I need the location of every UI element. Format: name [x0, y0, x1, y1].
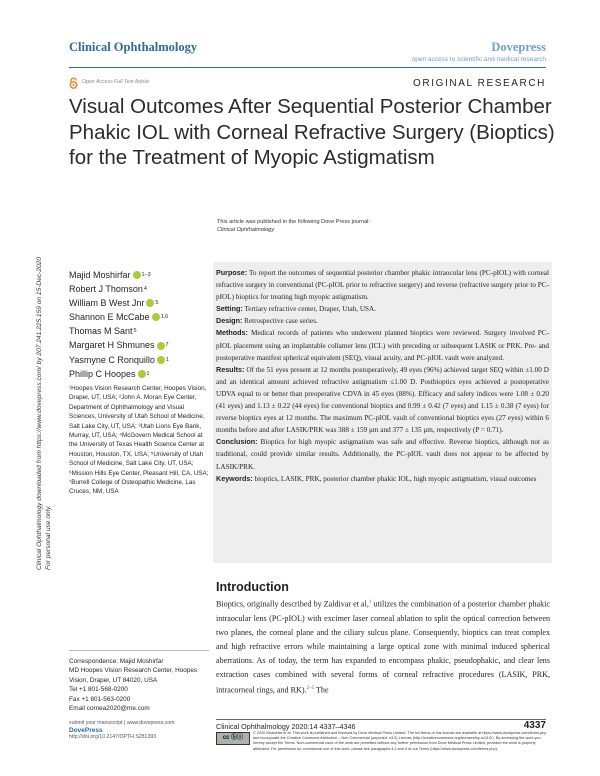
introduction-heading: Introduction: [216, 580, 289, 594]
author-affiliation-ref: 1: [165, 356, 169, 363]
correspondence-fax: Fax +1 801-563-0200: [69, 695, 131, 703]
abstract-purpose: Purpose: To report the outcomes of sequential posterior chamber phakic intraocular lens (PC-pIOL) with corneal refractive surgery in conventional (PC-pIOL prior to refractive surgery) and reverse (refractive surgery prior to PC-pIOL) bioptics for treating high myopic astigmatism.: [216, 268, 549, 302]
journal-citation: Clinical Ophthalmology 2020:14 4337–4346: [216, 722, 356, 731]
download-watermark-line: Clinical Ophthalmology downloaded from https://www.dovepress.com/ by 207.241.225.159 on 15-Dec-2020: [36, 256, 43, 570]
abstract: [216, 267, 549, 485]
correspondence-email[interactable]: Email cornea2020@me.com: [69, 705, 150, 713]
reference-link[interactable]: 2–5: [306, 685, 315, 691]
author[interactable]: [69, 338, 169, 352]
author-affiliation-ref: 5: [133, 328, 137, 335]
license-text: © 2020 Moshirfar et al. This work is published and licensed by Dove Medical Press Limited. The full terms of this license are available at https://www.dovepress.com/terms.php and incorporate the Creative Commons Attribution – Non Commercial (unported, v3.0) License (http://creativecommons.org/licenses/by-nc/3.0/). By accessing the work you hereby accept the Terms. Non-commercial uses of the work are permitted without any further permission from Dove Medical Press Limited, provided the work is properly attributed. For permission for commercial use of this work, please see paragraphs 4.2 and 5 of our Terms (https://www.dovepress.com/terms.php).: [253, 731, 547, 751]
author-name: William B West Jnr: [69, 298, 145, 309]
author-name: Thomas M Sant: [69, 326, 133, 337]
correspondence-label: Correspondence: Majid Moshirfar: [69, 658, 164, 665]
author-affiliation-ref: 5: [155, 300, 159, 307]
correspondence-tel: Tel +1 801-568-0200: [69, 686, 128, 694]
author-name: Robert J Thomson: [69, 284, 143, 295]
open-access-label: Open Access Full Text Article: [82, 79, 150, 85]
publisher-tagline: open access to scientific and medical research: [411, 56, 546, 63]
author[interactable]: [69, 282, 169, 296]
orcid-icon[interactable]: [157, 356, 165, 364]
publication-note-text: This article was published in the following Dove Press journal:: [217, 219, 370, 225]
author-name: Margaret H Shmunes: [69, 340, 155, 351]
author[interactable]: [69, 296, 169, 310]
article-title: Visual Outcomes After Sequential Posterior Chamber Phakic IOL with Corneal Refractive Surgery (Bioptics) for the Treatment of Myopic Astigmatism: [69, 95, 555, 169]
reference-link[interactable]: 1: [368, 600, 372, 605]
introduction-text: Bioptics, originally described by Zaldivar et al,$^1$ utilizes the combination of a posterior chamber phakic intraocular lens (PC-pIOL) with excimer laser corneal ablation to split the optical correction between two planes, the corneal plane and the ciliary sulcus plane. Consequently, bioptics can treat complex and high refractive errors while maintaining a large optical zone with minimal induced spherical aberrations. As of today, the term has expanded to encompass phakic, pseudophakic, and clear lens extraction cases combined with several forms of corneal refractive procedures (LASIK, PRK, intracorneal rings, and RK).$^{2-5}$ The: [216, 599, 550, 695]
orcid-icon[interactable]: [146, 299, 154, 307]
author-name: Majid Moshirfar: [69, 270, 131, 280]
header-divider: [69, 67, 546, 68]
creative-commons-icon[interactable]: cc ⓑⓢ: [216, 732, 250, 745]
journal-name: Clinical Ophthalmology: [69, 40, 198, 54]
download-watermark: [35, 150, 53, 570]
abstract-methods: Methods: Medical records of patients who underwent planned bioptics were reviewed. Surgery involved PC-pIOL placement using an implantable collamer lens (ICL) with preceding or subsequent LASIK or PRK. Pre- and postoperative manifest spherical equivalent (SEQ), visual acuity, and PC-pIOL vault were analyzed.: [216, 328, 549, 362]
footer-divider: [216, 719, 546, 720]
abstract-design: Design: Retrospective case series.: [216, 316, 318, 326]
author[interactable]: [69, 268, 169, 282]
orcid-icon[interactable]: [138, 370, 146, 378]
author-name: Yasmyne C Ronquillo: [69, 354, 155, 365]
author-affiliation-ref: 1,6: [160, 314, 169, 321]
abstract-setting: Setting: Tertiary refractive center, Draper, Utah, USA.: [216, 304, 377, 314]
correspondence-address: MD Hoopes Vision Research Center, Hoopes Vision, Draper, UT 84020, USA: [69, 667, 198, 684]
abstract-results: Results: Of the 51 eyes present at 12 months postoperatively, 49 eyes (96%) achieved target SEQ within ±1.00 D and an identical amount achieved refractive astigmatism ≤1.00 D. Postbioptics eyes achieved a postoperative UDVA equal to or better than preoperative CDVA in 45 eyes (88%). Efficacy and safety indices were 1.08 ± 0.20 (41 eyes) and 1.13 ± 0.22 (44 eyes) for conventional bioptics and 0.99 ± 0.42 (7 eyes) and 1.15 ± 0.38 (7 eyes) for reverse bioptics eyes at 12 months. The maximum PC-pIOL vault of conventional bioptics eyes (27 eyes) within 6 months before and after LASIK/PRK was 388 ± 159 μm and 377 ± 135 μm, respectively (P = 0.71).: [216, 364, 549, 435]
personal-use-note: For personal use only.: [45, 505, 52, 570]
footer-left: [69, 720, 209, 741]
orcid-icon[interactable]: [133, 271, 141, 279]
author-affiliation-ref: 1: [146, 370, 150, 377]
author-affiliation-ref: 1–3: [141, 272, 151, 278]
publication-note-journal: Clinical Ophthalmology: [217, 227, 275, 233]
author[interactable]: [69, 310, 169, 324]
abstract-keywords: Keywords: bioptics, LASIK, PRK, posterior chamber phakic IOL, high myopic astigmatism, visual outcomes: [216, 473, 537, 483]
correspondence: [69, 650, 209, 713]
author-affiliation-ref: 4: [143, 286, 147, 293]
orcid-icon[interactable]: [157, 342, 165, 350]
affiliations: ¹Hoopes Vision Research Center, Hoopes Vision, Draper, UT, USA; ²John A. Moran Eye Center, Department of Ophthalmology and Visual Sciences, University of Utah School of Medicine, Salt Lake City, UT, USA; ³Utah Lions Eye Bank, Murray, UT, USA; ⁴McGovern Medical School at the University of Texas Health Science Center at Houston, Houston, TX, USA; ⁵University of Utah School of Medicine, Salt Lake City, UT, USA; ⁶Mission Hills Eye Center, Pleasant Hill, CA, USA; ⁷Burrell College of Osteopathic Medicine, Las Cruces, NM, USA: [69, 385, 209, 496]
dovepress-logo[interactable]: DovePress: [69, 727, 103, 734]
author[interactable]: [69, 353, 169, 367]
author-list: [69, 268, 169, 381]
author-name: Shannon E McCabe: [69, 312, 150, 323]
orcid-icon[interactable]: [152, 313, 160, 321]
article-type: ORIGINAL RESEARCH: [413, 78, 546, 89]
open-access-icon: [69, 77, 78, 89]
author-affiliation-ref: 7: [165, 342, 169, 349]
publication-note: [217, 218, 370, 234]
doi-link[interactable]: http://doi.org/10.2147/OPTH.S281393: [69, 734, 157, 740]
author[interactable]: [69, 367, 169, 381]
author-name: Phillip C Hoopes: [69, 368, 136, 379]
author[interactable]: [69, 324, 169, 338]
submit-link[interactable]: submit your manuscript | www.dovepress.com: [69, 720, 175, 726]
publisher-logo[interactable]: Dovepress: [491, 40, 546, 54]
abstract-conclusion: Conclusion: Bioptics for high myopic astigmatism was safe and effective. Reverse bioptics, although not as traditional, could provide similar results. Additionally, the PC-pIOL vault does not appear to be affected by LASIK/PRK.: [216, 437, 550, 471]
page-number: 4337: [523, 720, 546, 731]
